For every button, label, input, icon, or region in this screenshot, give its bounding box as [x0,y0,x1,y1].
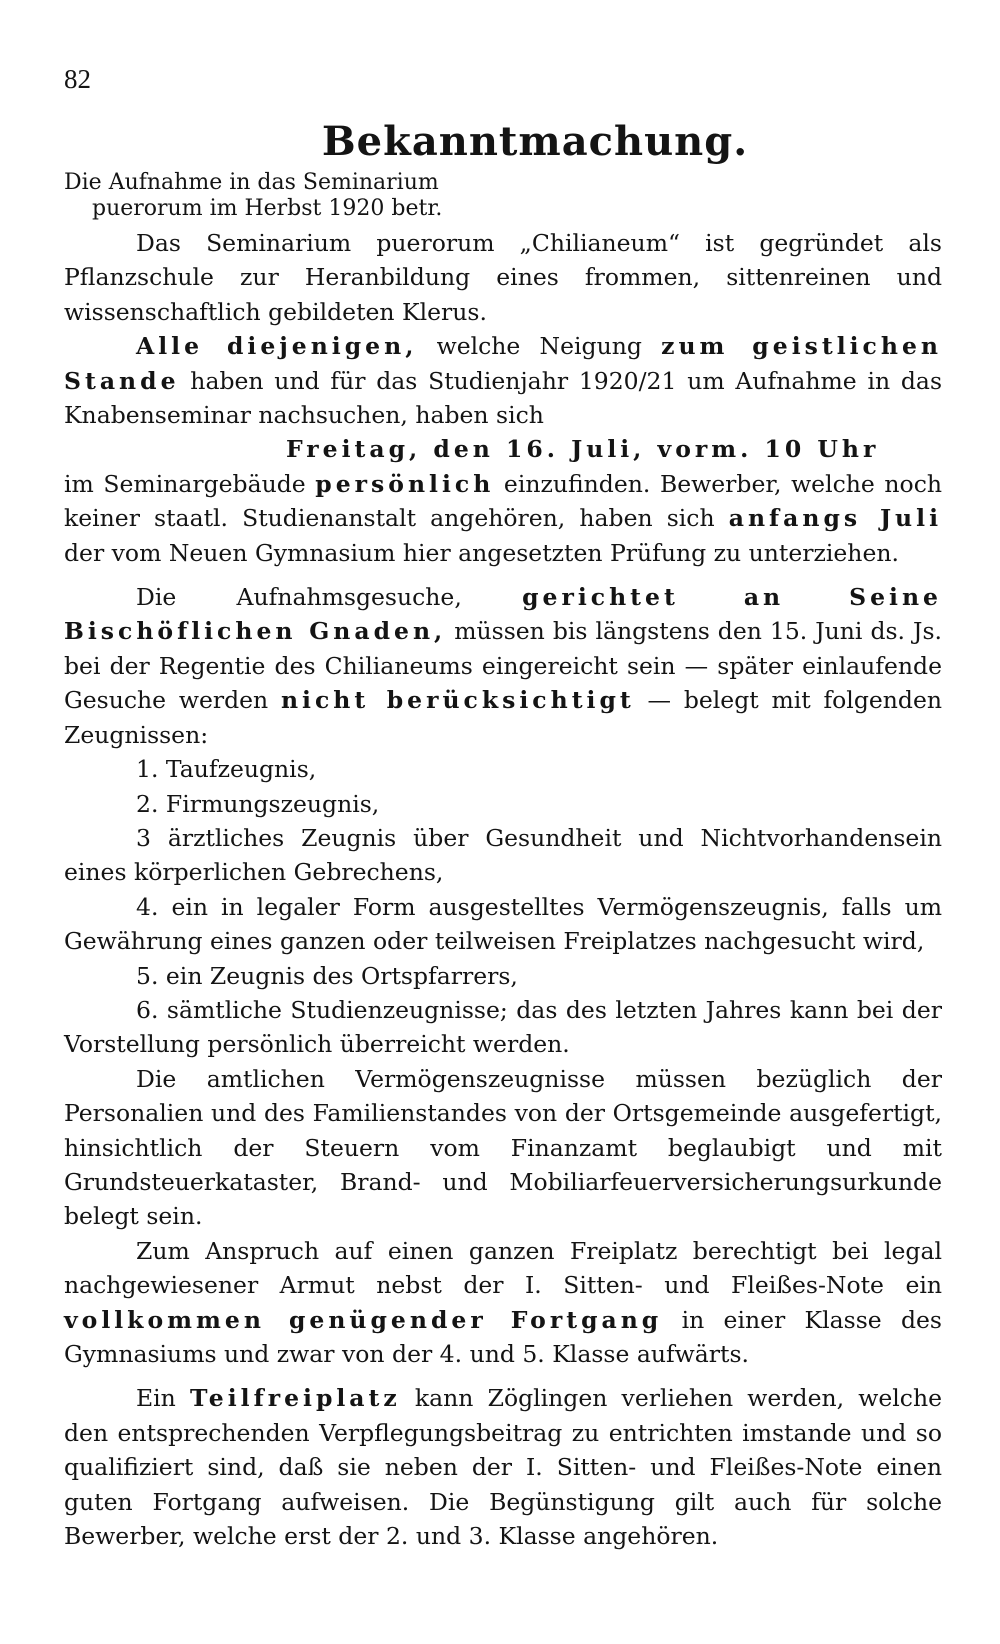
list-item: 6. sämtliche Studienzeugnisse; das des letzten Jahres kann bei der Vorstellung persönlich überreicht werden. [64,995,942,1059]
paragraph-text: kann Zöglingen verliehen werden, welche den entsprechenden Verpflegungsbeitrag zu entrichten imstande und so qualifiziert sind, daß sie neben der I. Sitten- und Fleißes-Note einen guten Fortgang aufweisen. Die Begünstigung gilt auch für solche Bewerber, welche erst der 2. und 3. Klasse angehören. [64,1384,942,1551]
list-item: 5. ein Zeugnis des Ortspfarrers, [136,961,518,990]
emphasis-text: nicht berücksichtigt [280,686,635,715]
paragraph-text: haben und für das Studienjahr 1920/21 um Aufnahme in das Knabenseminar nachsuchen, haben sich [64,366,942,430]
subject-line-1: Die Aufnahme in das Seminarium [64,170,439,195]
paragraph-text: Ein [136,1384,190,1413]
emphasis-text: vollkommen genügender Fortgang [64,1305,663,1334]
paragraph-text: einzufinden. Bewerber, welche noch keiner staatl. Studienanstalt angehören, haben sich [64,469,942,533]
document-body [64,226,942,1553]
paragraph-certificates: Die amtlichen Vermögenszeugnisse müssen bezüglich der Personalien und des Familienstandes von der Ortsgemeinde ausgefertigt, hinsichtlich der Steuern vom Finanzamt beglaubigt und mit Grundsteuerkataster, Brand- und Mobiliarfeuerversicherungsurkunde belegt sein. [64,1064,942,1231]
subject-line [64,170,442,222]
paragraph-text: — belegt mit folgenden Zeugnissen: [64,686,942,749]
paragraph-applications [64,580,942,752]
paragraph-text: in einer Klasse des Gymnasiums und zwar von der 4. und 5. Klasse aufwärts. [64,1305,942,1368]
paragraph-text: müssen bis längstens den 15. Juni ds. Js. bei der Regentie des Chilianeums eingereicht sein — später einlaufende Gesuche werden [64,617,942,715]
paragraph-purpose: Das Seminarium puerorum „Chilianeum“ ist gegründet als Pflanzschule zur Heranbildung eines frommen, sittenreinen und wissenschaftlich gebildeten Klerus. [64,229,942,326]
page-title: Bekanntmachung. [321,118,749,165]
paragraph-full-scholarship [64,1234,942,1372]
list-item: 4. ein in legaler Form ausgestelltes Vermögenszeugnis, falls um Gewährung eines ganzen oder teilweisen Freiplatzes nachgesucht wird, [64,892,942,956]
emphasis-text: Alle diejenigen, [136,332,418,361]
emphasis-text: Teilfreiplatz [189,1384,401,1413]
emphasis-text: zum geistlichen Stande [64,332,942,395]
page-number: 82 [64,64,91,94]
list-item: 1. Taufzeugnis, [136,755,317,784]
appointment-date: Freitag, den 16. Juli, vorm. 10 Uhr [286,435,880,464]
paragraph-text: welche Neigung [417,332,662,361]
list-item: 3 ärztliches Zeugnis über Gesundheit und Nichtvorhandensein eines körperlichen Gebrechens, [64,823,942,887]
list-item: 2. Firmungszeugnis, [136,789,380,818]
paragraph-text: Die Aufnahmsgesuche, [136,583,523,612]
emphasis-text: anfangs Juli [728,504,943,533]
paragraph-partial-scholarship [64,1381,942,1553]
subject-line-2: puerorum im Herbst 1920 betr. [92,196,443,221]
emphasis-text: persönlich [315,469,495,498]
paragraph-location [64,467,942,570]
paragraph-text: Zum Anspruch auf einen ganzen Freiplatz berechtigt bei legal nachgewiesener Armut nebst der I. Sitten- und Fleißes-Note ein [64,1236,942,1300]
emphasis-text: gerichtet an Seine Bischöflichen Gnaden, [64,583,943,646]
paragraph-text: im Seminargebäude [64,469,316,498]
paragraph-text: der vom Neuen Gymnasium hier angesetzten Prüfung zu unterziehen. [64,538,899,567]
paragraph-applicants [64,329,942,432]
